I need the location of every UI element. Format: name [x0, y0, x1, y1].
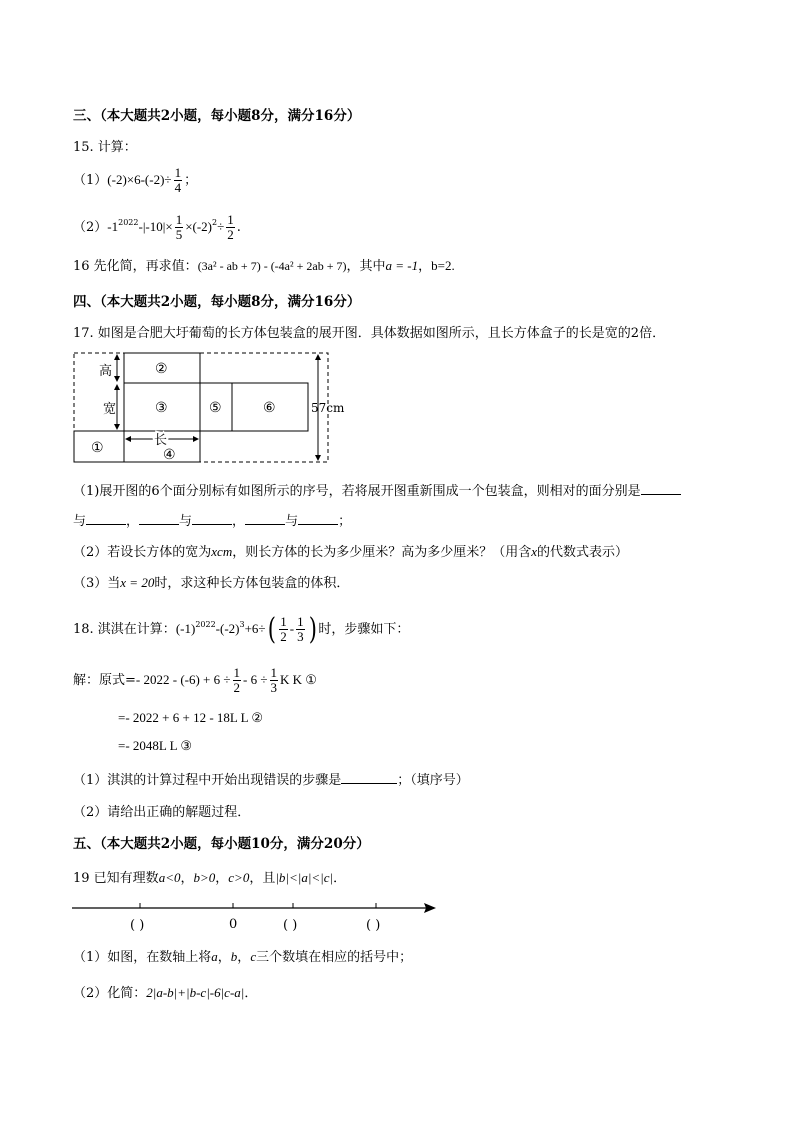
section-4-title: 四、（本大题共2小题，每小题8分，满分16分） [73, 294, 361, 310]
face-1-label: ① [91, 440, 104, 456]
frac-numerator: 1 [174, 165, 182, 180]
zero-label: 0 [229, 917, 238, 932]
q15-p2-term-c: ×(-2) [185, 219, 213, 234]
q15-p1-end: ； [184, 173, 198, 188]
q19-var-b: b [230, 949, 238, 964]
q18-line1-frac-2 [270, 666, 279, 695]
q19-sub2 [73, 982, 257, 1001]
q19-cond-1: a<0 [158, 870, 181, 885]
section-5-title: 五、（本大题共2小题，每小题10分，满分20分） [73, 836, 370, 852]
q15-p2-term-d: ÷ [217, 219, 225, 234]
q15-p2-end: . [236, 220, 241, 235]
q15-p2-exponent: 2022 [118, 218, 139, 227]
q16-cond-b: b=2. [431, 258, 455, 273]
q19-var-c: c [250, 949, 257, 964]
q18-frac-1 [279, 615, 288, 644]
label-width: 宽 [103, 402, 117, 417]
frac-denominator: 2 [280, 629, 287, 644]
arrowhead [114, 424, 120, 430]
answer-blank[interactable] [298, 512, 338, 525]
frac-numerator: 1 [227, 212, 234, 227]
q17-intro: 17. 如图是合肥大圩葡萄的长方体包装盒的展开图．具体数据如图所示，且长方体盒子的长是宽的2倍． [73, 326, 666, 341]
q17-sub1-line1 [73, 480, 681, 499]
q19-sep: ， [217, 950, 231, 965]
answer-blank[interactable] [245, 512, 285, 525]
arrowhead [114, 376, 120, 382]
q19-sep: ， [215, 871, 229, 886]
arrowhead [315, 455, 321, 461]
q17-s2-var: xcm [211, 544, 233, 559]
q17-s3-a: （3）当 [73, 576, 121, 591]
q18-expr-2: -(-2) [215, 621, 240, 636]
frac-denominator: 2 [233, 680, 241, 695]
q15-p1-prefix: （1） [73, 173, 108, 188]
q17-s2-x: x [531, 544, 538, 559]
q17-s3-b: 时，求这种长方体包装盒的体积． [154, 576, 350, 591]
q17-s1-with: 与 [73, 514, 87, 529]
frac-denominator: 4 [174, 180, 182, 195]
q18-s1-a: （1）淇淇的计算过程中开始出现错误的步骤是 [73, 773, 342, 788]
q17-s3-cond: x = 20 [120, 575, 155, 590]
q17-sub2 [73, 541, 628, 560]
unfolded-box-diagram [70, 350, 360, 466]
q15-p2-prefix: （2） [73, 220, 108, 235]
q19-var-a: a [211, 949, 218, 964]
right-paren: ) [308, 611, 317, 647]
q17-sub1-line2 [73, 510, 351, 529]
q18-frac-2 [296, 615, 305, 644]
frac-denominator: 2 [227, 227, 234, 242]
q18-solution-line-2: =- 2022 + 6 + 12 - 18L L ② [118, 710, 263, 725]
q18-minus: - [289, 621, 295, 636]
q18-s1-b: ；（填序号） [397, 773, 469, 788]
face-3-label: ③ [155, 400, 168, 416]
frac-denominator: 3 [297, 629, 304, 644]
answer-blank[interactable] [341, 771, 397, 784]
q18-exp-2: 3 [239, 620, 245, 629]
frac-denominator: 3 [270, 680, 277, 695]
q19-sep: ， [237, 950, 251, 965]
q19-end: ． [333, 871, 347, 886]
q19-s2-expr: 2|a-b|+|b-c|-6|c-a| [146, 985, 245, 1000]
q15-p2-fraction-2 [226, 213, 235, 242]
q16-cond-a: a = -1 [385, 258, 419, 273]
number-line [70, 898, 440, 938]
q15-p2-term-b: -|-10|× [138, 219, 173, 234]
q17-s1-with: 与 [179, 514, 193, 529]
frac-numerator: 1 [280, 614, 287, 629]
q18-sub2: （2）请给出正确的解题过程． [73, 805, 251, 820]
face-2-label: ② [155, 361, 168, 377]
q15-p2-term-a: -1 [107, 219, 119, 234]
arrowhead [315, 354, 321, 360]
answer-blank[interactable] [86, 512, 126, 525]
q19-and: ，且 [249, 871, 276, 886]
face-6-label: ⑥ [263, 400, 276, 416]
q16-intro: 16 先化简，再求值： [73, 259, 198, 274]
q17-s2-b: ，则长方体的长为多少厘米？高为多少厘米？（用含 [232, 545, 532, 560]
q17-sub3 [73, 572, 349, 591]
q19-sub1 [73, 946, 412, 965]
answer-paren-1[interactable]: ( ) [130, 918, 145, 933]
q18-line1-c: K K ① [280, 672, 317, 687]
frac-numerator: 1 [233, 665, 241, 680]
q17-s1-with: 与 [285, 514, 299, 529]
q15-p2-fraction-1 [175, 213, 184, 242]
q18-solution-line-1 [73, 660, 317, 700]
q15-label: 15. 计算： [73, 140, 137, 155]
frac-numerator: 1 [175, 212, 183, 227]
q18-line1-frac-1 [233, 666, 242, 695]
arrowhead [114, 384, 120, 390]
q19-sep: ， [180, 871, 194, 886]
q16 [73, 255, 455, 274]
q18-suffix: 时，步骤如下： [318, 622, 410, 637]
q17-s1-end: ； [338, 514, 352, 529]
frac-numerator: 1 [270, 665, 277, 680]
answer-blank[interactable] [139, 512, 179, 525]
q19-cond-3: c>0 [228, 870, 250, 885]
q19-s2-a: （2）化简： [73, 986, 147, 1001]
q17-s1-sep: ， [232, 514, 246, 529]
q15-p1-fraction [174, 166, 183, 195]
q19-stem [73, 867, 346, 886]
q19-s1-d: 三个数填在相应的括号中； [256, 950, 413, 965]
q19-s1-a: （1）如图，在数轴上将 [73, 950, 212, 965]
answer-blank[interactable] [192, 512, 232, 525]
q18-exp-1: 2022 [195, 620, 216, 629]
arrowhead [114, 354, 120, 360]
q15-part1 [73, 160, 197, 200]
frac-numerator: 1 [297, 614, 304, 629]
answer-paren-3[interactable]: ( ) [366, 918, 381, 933]
frac-denominator: 5 [175, 227, 183, 242]
q18-stem [73, 605, 409, 645]
label-height: 高 [99, 364, 113, 379]
q18-solution-line-3: =- 2048L L ③ [118, 738, 192, 753]
q18-line1-a: - 2022 - (-6) + 6 ÷ [135, 672, 231, 687]
face-4-label: ④ [163, 447, 176, 463]
q18-intro: 18. 淇淇在计算： [73, 622, 176, 637]
left-paren: ( [267, 611, 276, 647]
label-57cm: 57cm [311, 401, 345, 415]
q16-where: ，其中 [346, 259, 386, 274]
q19-cond-4: |b|<|a|<|c| [275, 870, 334, 885]
q17-s1-text: （1)展开图的6个面分别标有如图所示的序号，若将展开图重新围成一个包装盒，则相对的面分别是 [73, 484, 641, 499]
answer-paren-2[interactable]: ( ) [283, 918, 298, 933]
q18-expr-3: +6÷ [244, 621, 266, 636]
q19-a: 19 已知有理数 [73, 871, 159, 886]
q16-sep: ， [418, 259, 432, 274]
q15-p1-expr: (-2)×6-(-2)÷ [107, 172, 172, 187]
face-5-label: ⑤ [209, 400, 222, 416]
label-length: 长 [154, 433, 168, 448]
q18-line1-b: - 6 ÷ [243, 672, 268, 687]
q15-p2-exponent-2: 2 [212, 218, 218, 227]
q15-part2 [73, 203, 241, 243]
section-3-title: 三、（本大题共2小题，每小题8分，满分16分） [73, 108, 361, 124]
q19-s2-end: ． [244, 986, 258, 1001]
q19-cond-2: b>0 [193, 870, 216, 885]
q17-s2-a: （2）若设长方体的宽为 [73, 545, 212, 560]
q18-sub1 [73, 769, 469, 788]
answer-blank[interactable] [641, 482, 681, 495]
q17-s2-c: 的代数式表示） [537, 545, 629, 560]
q17-s1-sep: ， [126, 514, 140, 529]
q16-expression: (3a² - ab + 7) - (-4a² + 2ab + 7) [197, 259, 347, 273]
q18-expr-1: (-1) [175, 621, 196, 636]
q18-sol-label: 解：原式= [73, 673, 136, 688]
